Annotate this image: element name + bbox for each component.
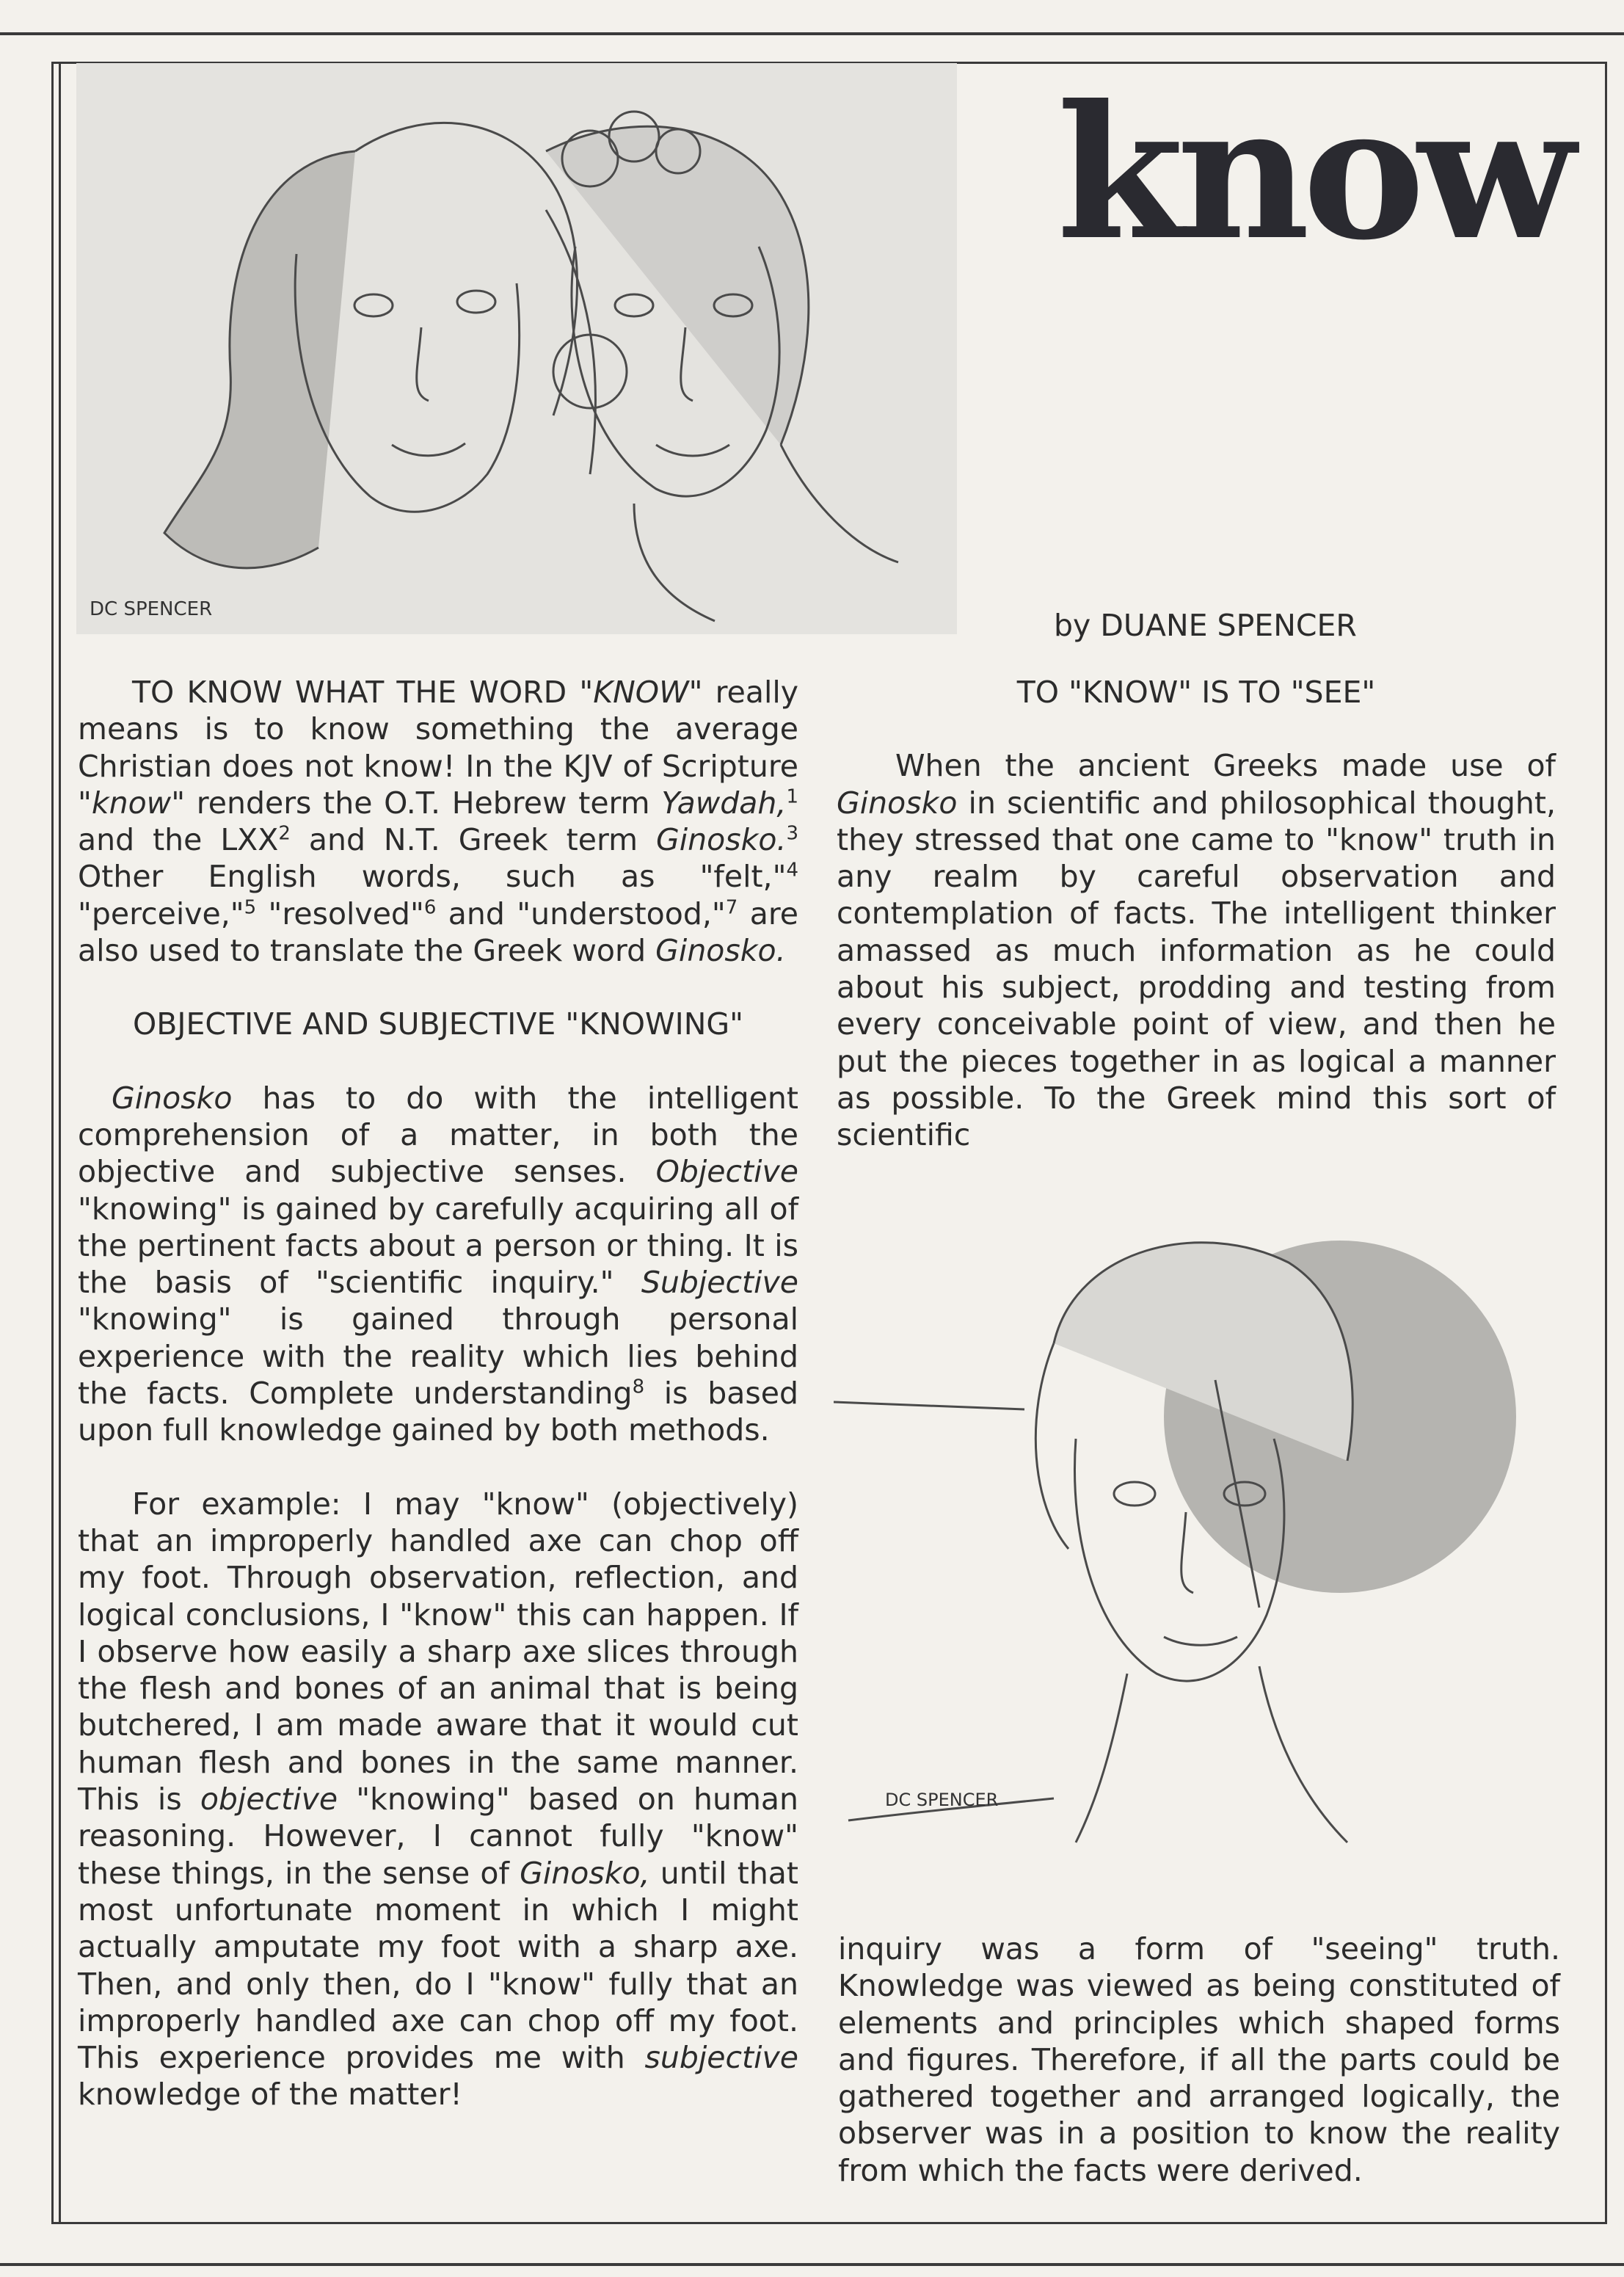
intro-text: Other English words, such as "felt,"	[78, 859, 787, 895]
paragraph-text: until that most unfortunate moment in which I might actually amputate my foot with a sharp axe. Then, and only then, do I "know" fully that an improperly handled axe can chop off my foot. This experience provides me with	[78, 1855, 798, 2076]
greek-term: Ginosko,	[520, 1855, 650, 1891]
emphasis-objective: Objective	[655, 1154, 798, 1190]
intro-paragraph	[78, 674, 798, 969]
footnote-ref: 2	[278, 822, 291, 845]
intro-text: "perceive,"	[78, 896, 244, 932]
footnote-ref: 3	[786, 822, 798, 845]
face-halo-illustration	[834, 1196, 1597, 1901]
emphasis-subjective: subjective	[644, 2040, 798, 2076]
intro-know-word: "know"	[78, 785, 186, 821]
footnote-ref: 6	[423, 896, 437, 919]
greek-term: Ginosko	[837, 785, 958, 821]
intro-text: and the LXX	[78, 822, 279, 858]
intro-text: and "understood,"	[436, 896, 726, 932]
emphasis-objective: objective	[200, 1782, 338, 1817]
section-heading-know-is-see: TO "KNOW" IS TO "SEE"	[1016, 675, 1376, 710]
footnote-ref: 4	[786, 859, 798, 882]
paragraph-greeks-continued: inquiry was a form of "seeing" truth. Knowledge was viewed as being constituted of elements and principles which shaped forms and figures. Therefore, if all the parts could be gathered together and arranged logically, the observer was in a position to know the reality from which the facts were derived.	[838, 1931, 1560, 2188]
intro-text: renders the O.T. Hebrew term	[185, 785, 662, 821]
paragraph-text: When the ancient Greeks made use of	[895, 748, 1556, 784]
right-column-upper	[837, 674, 1556, 1154]
paragraph-text: "knowing" based on human reasoning. However, I cannot fully "know" these things, in the sense of	[78, 1782, 798, 1891]
intro-text: "resolved"	[256, 896, 424, 932]
paragraph-text: is based upon full knowledge gained by both methods.	[78, 1376, 798, 1448]
intro-text: and N.T. Greek term	[290, 822, 656, 858]
top-rule	[0, 32, 1624, 35]
face-halo-drawing	[834, 1196, 1597, 1901]
paragraph-ginosko	[78, 1080, 798, 1449]
intro-lead-word: "KNOW"	[579, 675, 703, 710]
paragraph-text: "knowing" is gained by carefully acquiring all of the pertinent facts about a person or thing. It is the basis of "scientific inquiry."	[78, 1191, 798, 1301]
greek-term: Ginosko.	[656, 822, 787, 858]
bottom-rule	[0, 2263, 1624, 2266]
paragraph-text: knowledge of the matter!	[78, 2077, 462, 2113]
footnote-ref: 8	[632, 1376, 645, 1398]
article-title: know	[1057, 65, 1568, 280]
paragraph-axe-example	[78, 1486, 798, 2113]
greek-term: Ginosko.	[655, 933, 786, 969]
byline: by DUANE SPENCER	[1054, 608, 1357, 643]
footnote-ref: 5	[244, 896, 257, 919]
two-faces-illustration	[76, 63, 957, 634]
paragraph-text: "knowing" is gained through personal experience with the reality which lies behind the facts. Complete understanding	[78, 1301, 798, 1412]
hebrew-term: Yawdah,	[661, 785, 787, 821]
top-illustration-signature: DC SPENCER	[90, 598, 213, 620]
footnote-ref: 1	[786, 785, 798, 808]
intro-text: are also used to translate the Greek word	[78, 896, 798, 969]
paragraph-text: For example: I may "know" (objectively) that an improperly handled axe can chop off my foot. Through observation, reflection, and logical conclusions, I "know" this can happen. If I observe how easily a sharp axe slices through the flesh and bones of an animal that is being butchered, I am made aware that it would cut human flesh and bones in the same manner. This is	[78, 1486, 798, 1817]
two-faces-drawing	[76, 63, 957, 634]
paragraph-text: in scientific and philosophical thought, they stressed that one came to "know" truth in any realm by careful observation and contemplation of facts. The intelligent thinker amassed as much information as he could about his subject, prodding and testing from every conceivable point of view, and then he put the pieces together in as logical a manner as possible. To the Greek mind this sort of scientific	[837, 785, 1556, 1153]
intro-text: really means is to know something the average Christian does not know! In the KJV of Scripture	[78, 675, 798, 784]
right-illustration-signature: DC SPENCER	[885, 1790, 999, 1810]
right-column-lower	[838, 1931, 1560, 2189]
emphasis-subjective: Subjective	[641, 1265, 798, 1301]
section-heading-objective-subjective: OBJECTIVE AND SUBJECTIVE "KNOWING"	[133, 1006, 743, 1042]
paragraph-greeks	[837, 747, 1556, 1153]
left-column	[78, 674, 798, 2113]
intro-lead: TO KNOW WHAT THE WORD	[132, 675, 580, 710]
frame-left-rule	[59, 62, 61, 2224]
greek-term: Ginosko	[112, 1080, 233, 1116]
footnote-ref: 7	[725, 896, 738, 919]
paragraph-text: has to do with the intelligent comprehension of a matter, in both the objective and subjective senses.	[78, 1080, 798, 1190]
